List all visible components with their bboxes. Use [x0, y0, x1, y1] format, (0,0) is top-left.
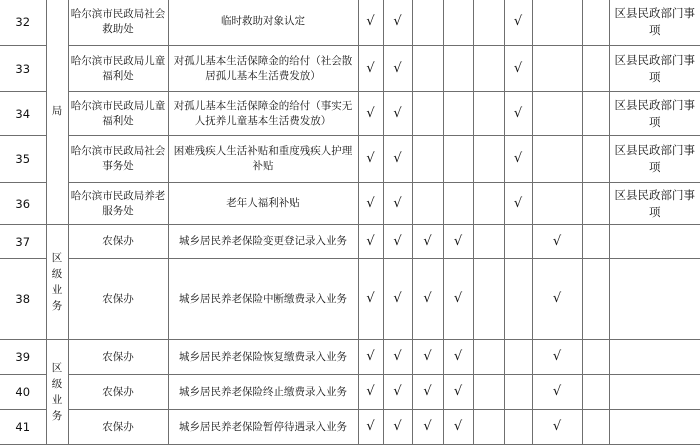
- empty-check-cell: [582, 92, 609, 136]
- department-cell: 哈尔滨市民政局养老服务处: [68, 183, 168, 225]
- item-name-cell: 城乡居民养老保险变更登记录入业务: [168, 225, 358, 259]
- remark-cell: [609, 410, 700, 445]
- check-mark-cell: √: [383, 340, 412, 375]
- check-mark-cell: √: [358, 0, 383, 46]
- check-mark-cell: √: [383, 183, 412, 225]
- row-number: 35: [0, 136, 46, 183]
- empty-check-cell: [504, 259, 532, 340]
- empty-check-cell: [532, 0, 582, 46]
- empty-check-cell: [443, 136, 473, 183]
- department-cell: 农保办: [68, 340, 168, 375]
- check-mark-cell: √: [383, 136, 412, 183]
- group-label-bureau: [46, 0, 68, 225]
- remark-cell: 区县民政部门事项: [609, 92, 700, 136]
- check-mark-cell: √: [383, 259, 412, 340]
- remark-cell: 区县民政部门事项: [609, 46, 700, 92]
- check-mark-cell: √: [358, 410, 383, 445]
- check-mark-cell: √: [412, 375, 443, 410]
- empty-check-cell: [532, 92, 582, 136]
- empty-check-cell: [443, 46, 473, 92]
- empty-check-cell: [504, 375, 532, 410]
- empty-check-cell: [412, 0, 443, 46]
- empty-check-cell: [412, 46, 443, 92]
- check-mark-cell: √: [358, 92, 383, 136]
- empty-check-cell: [582, 410, 609, 445]
- empty-check-cell: [532, 46, 582, 92]
- check-mark-cell: √: [383, 410, 412, 445]
- empty-check-cell: [532, 183, 582, 225]
- remark-cell: [609, 375, 700, 410]
- department-cell: 哈尔滨市民政局社会救助处: [68, 0, 168, 46]
- department-cell: 哈尔滨市民政局儿童福利处: [68, 46, 168, 92]
- empty-check-cell: [582, 46, 609, 92]
- item-name-cell: 对孤儿基本生活保障金的给付（事实无人抚养儿童基本生活费发放）: [168, 92, 358, 136]
- empty-check-cell: [412, 136, 443, 183]
- table-row: [0, 340, 700, 375]
- empty-check-cell: [582, 340, 609, 375]
- department-cell: 哈尔滨市民政局儿童福利处: [68, 92, 168, 136]
- remark-cell: 区县民政部门事项: [609, 0, 700, 46]
- item-name-cell: 临时救助对象认定: [168, 0, 358, 46]
- item-name-cell: 城乡居民养老保险终止缴费录入业务: [168, 375, 358, 410]
- empty-check-cell: [582, 225, 609, 259]
- item-name-cell: 城乡居民养老保险暂停待遇录入业务: [168, 410, 358, 445]
- table-row: [0, 92, 700, 136]
- empty-check-cell: [443, 92, 473, 136]
- table-row: [0, 225, 700, 259]
- check-mark-cell: √: [383, 46, 412, 92]
- item-name-cell: 城乡居民养老保险恢复缴费录入业务: [168, 340, 358, 375]
- group-label-district-2-text: 区级业务: [51, 362, 63, 422]
- check-mark-cell: √: [504, 92, 532, 136]
- table-row: [0, 136, 700, 183]
- empty-check-cell: [532, 136, 582, 183]
- empty-check-cell: [582, 136, 609, 183]
- table-row: [0, 259, 700, 340]
- empty-check-cell: [582, 259, 609, 340]
- empty-check-cell: [473, 225, 504, 259]
- empty-check-cell: [504, 225, 532, 259]
- check-mark-cell: √: [383, 375, 412, 410]
- check-mark-cell: √: [383, 92, 412, 136]
- check-mark-cell: √: [532, 225, 582, 259]
- empty-check-cell: [504, 340, 532, 375]
- empty-check-cell: [473, 46, 504, 92]
- check-mark-cell: √: [383, 225, 412, 259]
- check-mark-cell: √: [412, 340, 443, 375]
- row-number: 38: [0, 259, 46, 340]
- empty-check-cell: [473, 183, 504, 225]
- row-number: 40: [0, 375, 46, 410]
- item-name-cell: 困难残疾人生活补贴和重度残疾人护理补贴: [168, 136, 358, 183]
- empty-check-cell: [504, 410, 532, 445]
- row-number: 36: [0, 183, 46, 225]
- empty-check-cell: [412, 183, 443, 225]
- check-mark-cell: √: [532, 340, 582, 375]
- empty-check-cell: [473, 136, 504, 183]
- check-mark-cell: √: [504, 46, 532, 92]
- item-name-cell: 对孤儿基本生活保障金的给付（社会散居孤儿基本生活费发放）: [168, 46, 358, 92]
- check-mark-cell: √: [358, 46, 383, 92]
- check-mark-cell: √: [358, 183, 383, 225]
- check-mark-cell: √: [532, 259, 582, 340]
- remark-cell: [609, 225, 700, 259]
- empty-check-cell: [473, 92, 504, 136]
- row-number: 34: [0, 92, 46, 136]
- check-mark-cell: √: [358, 225, 383, 259]
- empty-check-cell: [412, 92, 443, 136]
- check-mark-cell: √: [504, 183, 532, 225]
- department-cell: 哈尔滨市民政局社会事务处: [68, 136, 168, 183]
- table-row: [0, 410, 700, 445]
- item-name-cell: 老年人福利补贴: [168, 183, 358, 225]
- department-cell: 农保办: [68, 410, 168, 445]
- check-mark-cell: √: [443, 375, 473, 410]
- group-label-district-1-text: 区级业务: [51, 252, 63, 312]
- row-number: 37: [0, 225, 46, 259]
- row-number: 33: [0, 46, 46, 92]
- check-mark-cell: √: [358, 375, 383, 410]
- department-cell: 农保办: [68, 225, 168, 259]
- check-mark-cell: √: [358, 136, 383, 183]
- empty-check-cell: [582, 183, 609, 225]
- check-mark-cell: √: [412, 225, 443, 259]
- table-row: [0, 46, 700, 92]
- remark-cell: [609, 259, 700, 340]
- check-mark-cell: √: [532, 410, 582, 445]
- group-label-district-2: [46, 340, 68, 445]
- check-mark-cell: √: [358, 259, 383, 340]
- check-mark-cell: √: [443, 225, 473, 259]
- row-number: 39: [0, 340, 46, 375]
- empty-check-cell: [582, 375, 609, 410]
- remark-cell: 区县民政部门事项: [609, 183, 700, 225]
- check-mark-cell: √: [443, 410, 473, 445]
- check-mark-cell: √: [412, 410, 443, 445]
- department-cell: 农保办: [68, 375, 168, 410]
- item-name-cell: 城乡居民养老保险中断缴费录入业务: [168, 259, 358, 340]
- check-mark-cell: √: [412, 259, 443, 340]
- empty-check-cell: [473, 0, 504, 46]
- remark-cell: 区县民政部门事项: [609, 136, 700, 183]
- check-mark-cell: √: [532, 375, 582, 410]
- group-label-bureau-text: 局: [51, 105, 63, 117]
- empty-check-cell: [473, 259, 504, 340]
- empty-check-cell: [473, 410, 504, 445]
- department-cell: 农保办: [68, 259, 168, 340]
- check-mark-cell: √: [358, 340, 383, 375]
- table-row: [0, 183, 700, 225]
- empty-check-cell: [473, 340, 504, 375]
- empty-check-cell: [443, 0, 473, 46]
- check-mark-cell: √: [383, 0, 412, 46]
- empty-check-cell: [473, 375, 504, 410]
- remark-cell: [609, 340, 700, 375]
- group-label-district-1: [46, 225, 68, 340]
- check-mark-cell: √: [504, 136, 532, 183]
- table-row: [0, 375, 700, 410]
- check-mark-cell: √: [504, 0, 532, 46]
- empty-check-cell: [443, 183, 473, 225]
- empty-check-cell: [582, 0, 609, 46]
- row-number: 32: [0, 0, 46, 46]
- table-row: [0, 0, 700, 46]
- row-number: 41: [0, 410, 46, 445]
- check-mark-cell: √: [443, 259, 473, 340]
- check-mark-cell: √: [443, 340, 473, 375]
